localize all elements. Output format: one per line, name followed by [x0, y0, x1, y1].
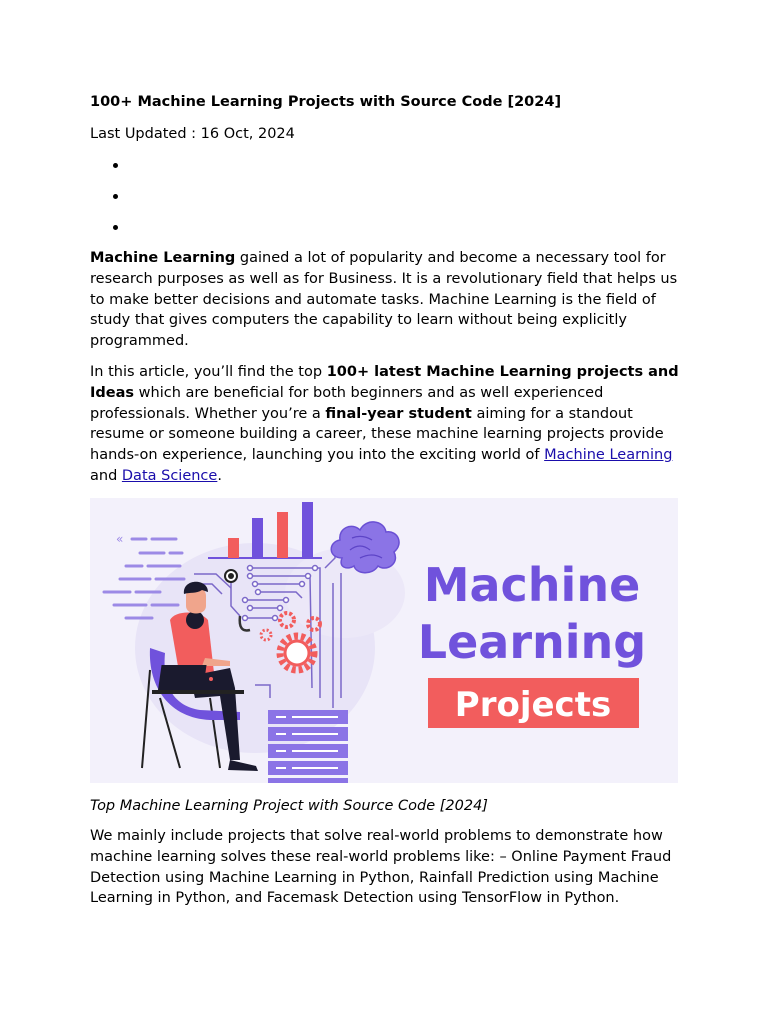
data-science-link[interactable]: Data Science [121, 467, 218, 484]
speed-lines-decoration [104, 539, 184, 618]
list-item [90, 155, 130, 186]
bullet-dot [113, 163, 118, 168]
examples-paragraph: We mainly include projects that solve real-world problems to demonstrate how machine learning solves these real-world problems like: – Online Payment Fraud Detection using Machine Learning in Python, Rainfall Prediction using Machine Learning in Python, and Facemask Detection using TensorFlow in Python. [90, 828, 672, 907]
bullet-dot [113, 225, 118, 230]
projects-badge-label: Projects [454, 685, 612, 725]
para2-bold-student: final-year student [325, 405, 472, 422]
bullet-dot [113, 194, 118, 199]
intro-bold-lead: Machine Learning [90, 250, 236, 266]
para2-text-2: which are beneficial for both beginners and as well experienced professionals. Whether you’re a [90, 384, 604, 422]
hero-title-line-1: Machine [423, 558, 641, 612]
para2-bold-projects: 100+ latest Machine Learning projects and Ideas [90, 364, 679, 401]
list-item [90, 186, 130, 217]
list-item [90, 217, 130, 248]
para2-text-5: . [217, 467, 222, 484]
para2-text-4: and [90, 467, 122, 484]
image-caption: Top Machine Learning Project with Source Code [2024] [90, 798, 488, 814]
server-stack-icon [268, 710, 348, 783]
article-title: 100+ Machine Learning Projects with Source Code [2024] [90, 94, 562, 110]
last-updated: Last Updated : 16 Oct, 2024 [90, 126, 295, 142]
hero-illustration [90, 498, 678, 783]
hero-title-line-2: Learning [417, 615, 647, 669]
para2-text-1: In this article, you’ll find the top [90, 364, 327, 380]
article-scope-paragraph [90, 362, 680, 487]
empty-bullet-list [90, 155, 130, 248]
svg-text:«: « [116, 532, 124, 546]
intro-text: gained a lot of popularity and become a necessary tool for research purposes as well as for Business. It is a revolutionary field that helps us to make better decisions and automate tasks. Machine Learning is the field of study that gives computers the capability to learn without being explicitly programmed. [90, 250, 678, 350]
para2-text-3: aiming for a standout resume or someone building a career, these machine learning projects provide hands-on experience, launching you into the exciting world of [90, 405, 664, 464]
brain-icon [331, 522, 399, 573]
intro-paragraph [90, 248, 680, 352]
machine-learning-link[interactable]: Machine Learning [544, 447, 673, 464]
